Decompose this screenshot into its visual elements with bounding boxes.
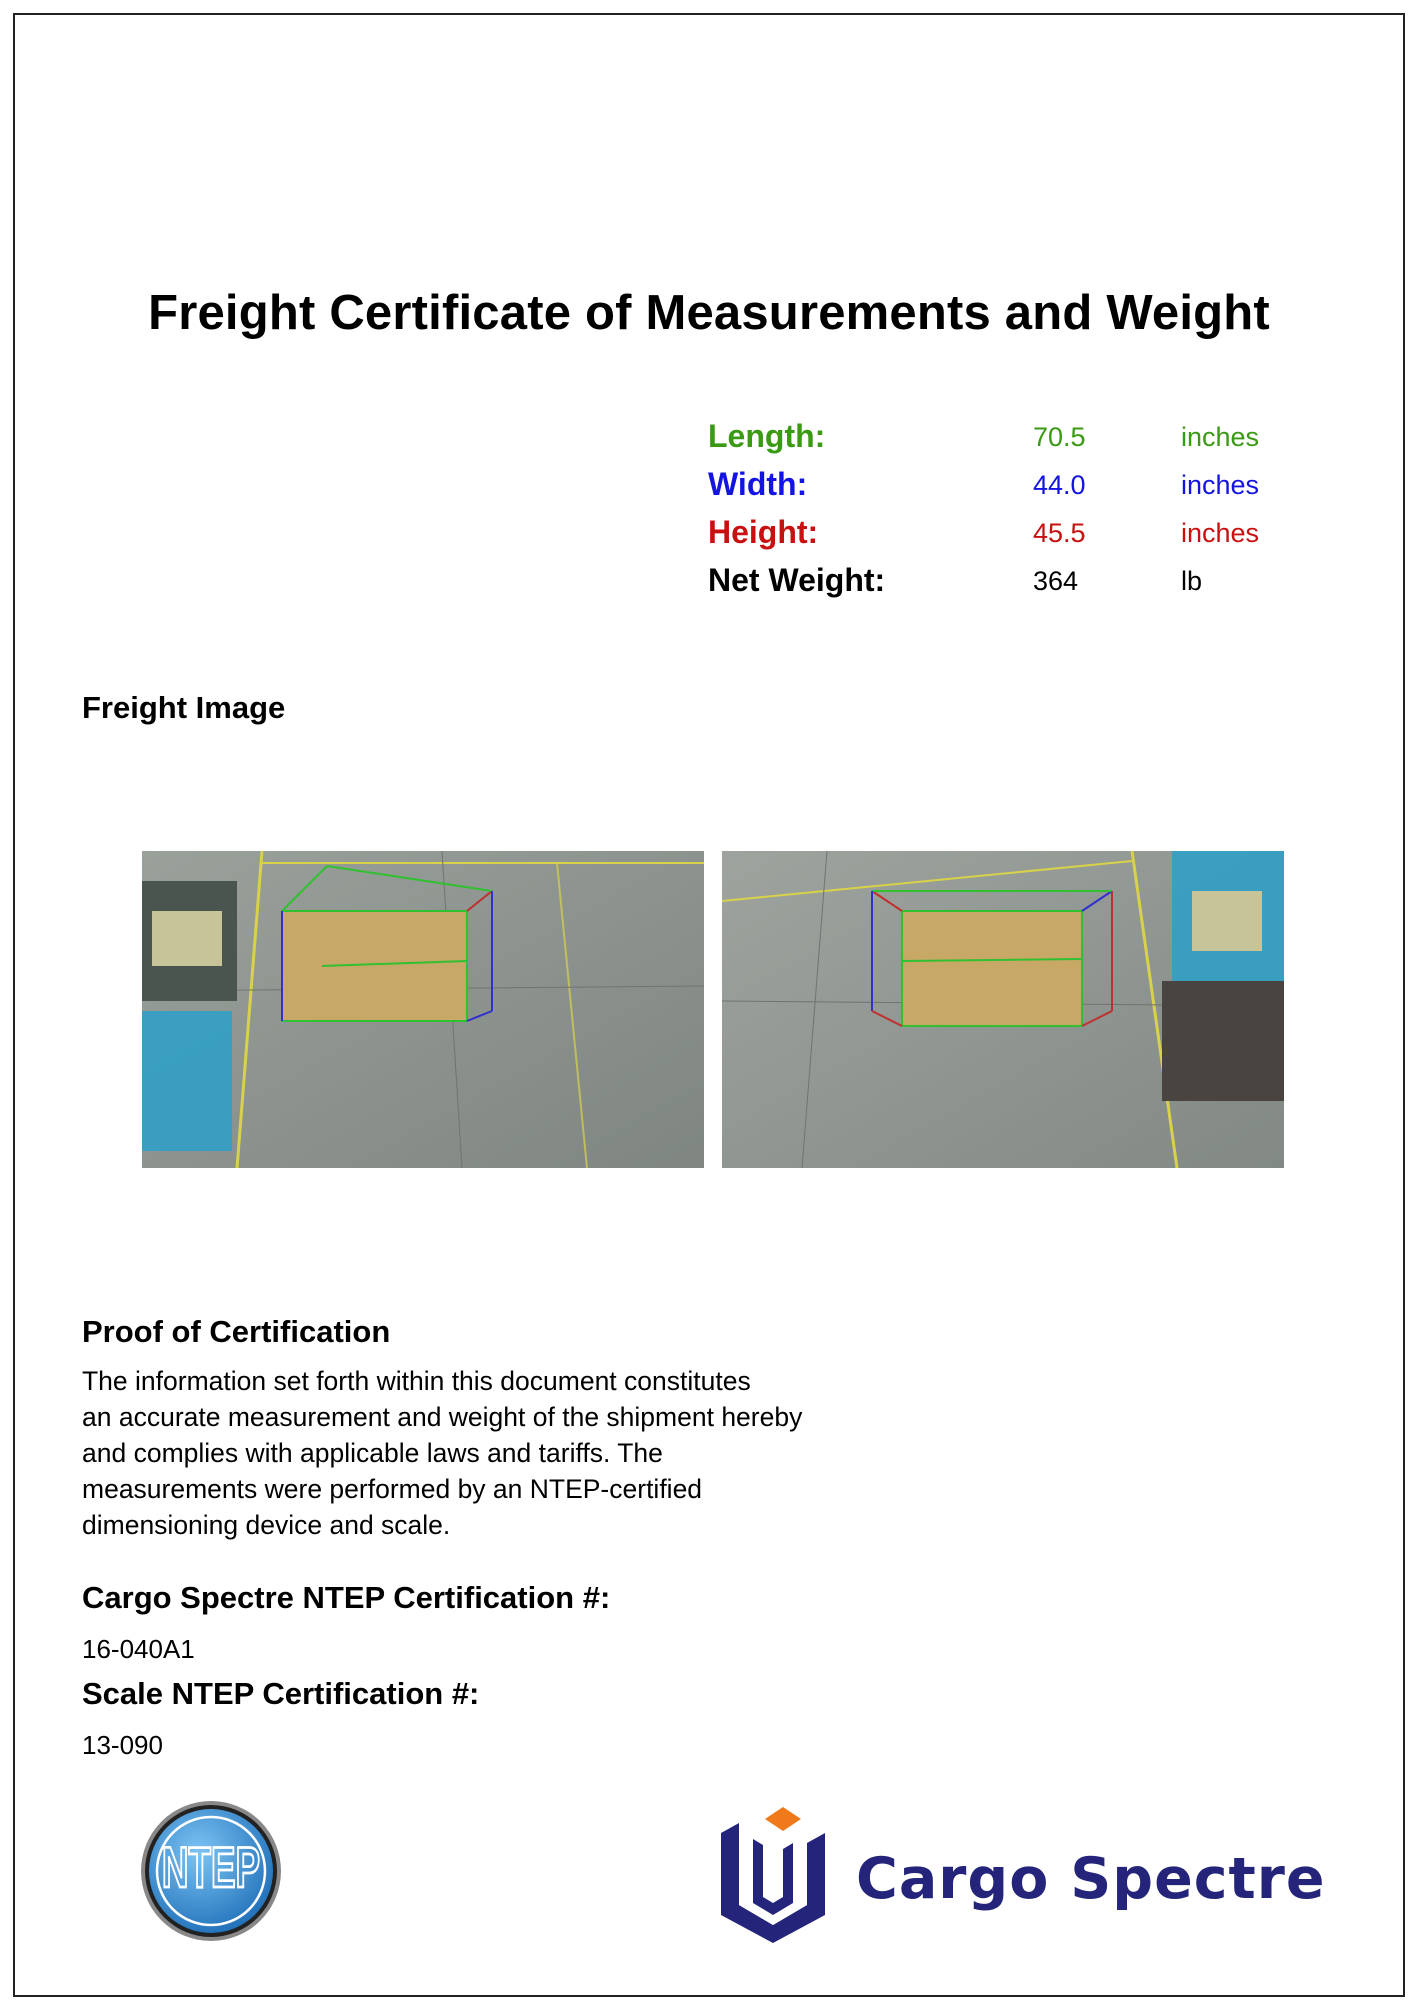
cargo-spectre-logo: [713, 1803, 833, 1948]
proof-heading: Proof of Certification: [82, 1314, 391, 1349]
measurement-value: 44.0: [1033, 470, 1086, 500]
scale-cert-label: Scale NTEP Certification #:: [82, 1676, 480, 1711]
freight-photo-left: [142, 851, 704, 1168]
measurement-unit: inches: [1181, 470, 1260, 500]
proof-line: an accurate measurement and weight of the shipment hereby: [82, 1402, 803, 1432]
cargo-spectre-cert-label: Cargo Spectre NTEP Certification #:: [82, 1580, 611, 1615]
measurement-label: Width:: [708, 466, 808, 502]
proof-line: dimensioning device and scale.: [82, 1510, 451, 1540]
measurement-value: 70.5: [1033, 422, 1086, 452]
measurement-value: 364: [1033, 566, 1079, 596]
proof-line: measurements were performed by an NTEP-certified: [82, 1474, 703, 1504]
document-title: Freight Certificate of Measurements and Weight: [148, 286, 1270, 340]
measurements-table: [708, 418, 1308, 610]
svg-text:NTEP: NTEP: [161, 1835, 261, 1901]
measurement-unit: inches: [1181, 518, 1260, 548]
measurement-unit: inches: [1181, 422, 1260, 452]
ntep-logo: [139, 1797, 289, 1952]
proof-line: and complies with applicable laws and tariffs. The: [82, 1438, 663, 1468]
measurement-label: Net Weight:: [708, 562, 886, 598]
measurement-unit: lb: [1181, 566, 1203, 596]
freight-photo-right: [722, 851, 1284, 1168]
cargo-spectre-cert-value: 16-040A1: [82, 1634, 195, 1664]
measurement-label: Height:: [708, 514, 819, 550]
measurement-row-height: [708, 514, 1308, 562]
measurement-row-width: [708, 466, 1308, 514]
scale-cert-value: 13-090: [82, 1730, 163, 1760]
measurement-label: Length:: [708, 418, 826, 454]
freight-image-heading: Freight Image: [82, 690, 286, 725]
cargo-spectre-wordmark: Cargo Spectre: [856, 1846, 1326, 1912]
proof-statement: [82, 1363, 902, 1543]
measurement-row-length: [708, 418, 1308, 466]
measurement-value: 45.5: [1033, 518, 1086, 548]
proof-line: The information set forth within this document constitutes: [82, 1366, 751, 1396]
measurement-row-net-weight: [708, 562, 1308, 610]
